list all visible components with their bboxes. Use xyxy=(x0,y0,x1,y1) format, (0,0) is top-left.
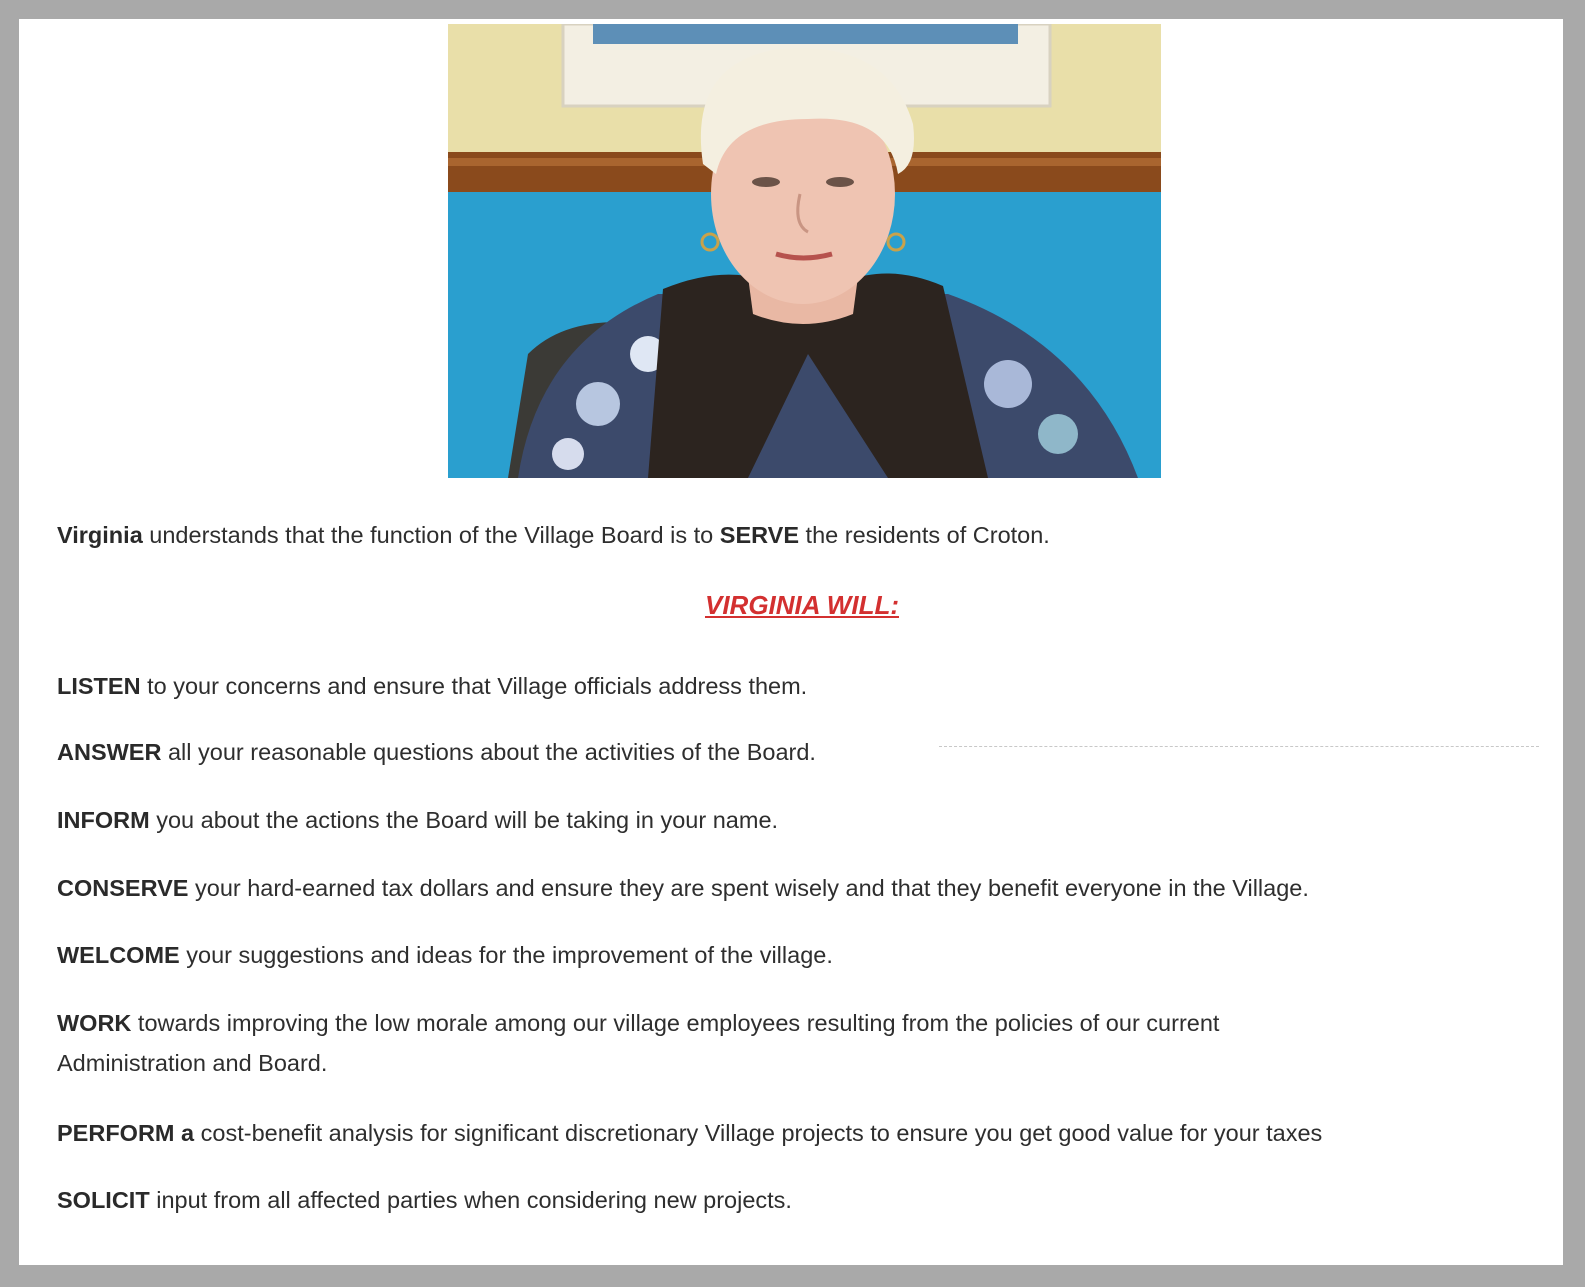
item-keyword: ANSWER xyxy=(57,739,162,765)
item-text: all your reasonable questions about the activities of the Board. xyxy=(161,739,816,765)
item-text-cont: Administration and Board. xyxy=(57,1050,328,1076)
intro-text-1: understands that the function of the Village Board is to xyxy=(142,522,720,548)
intro-name: Virginia xyxy=(57,522,143,548)
list-item xyxy=(57,935,833,975)
item-text: your hard-earned tax dollars and ensure they are spent wisely and that they benefit everyone in the Village. xyxy=(188,875,1309,901)
item-text: to your concerns and ensure that Village officials address them. xyxy=(140,673,808,699)
section-heading: VIRGINIA WILL: xyxy=(704,590,899,620)
portrait-photo xyxy=(448,24,1161,478)
item-text: cost-benefit analysis for significant discretionary Village projects to ensure you get good value for your taxes xyxy=(194,1120,1323,1146)
list-item xyxy=(57,800,778,840)
intro-paragraph xyxy=(57,515,1050,555)
item-keyword: SOLICIT xyxy=(57,1187,150,1213)
item-text: you about the actions the Board will be taking in your name. xyxy=(149,807,779,833)
list-item-continuation xyxy=(57,1043,327,1083)
list-item xyxy=(57,1180,792,1220)
scan-artifact-line xyxy=(939,746,1539,748)
document-page xyxy=(19,19,1563,1265)
list-item xyxy=(57,732,816,772)
item-text: your suggestions and ideas for the improvement of the village. xyxy=(179,942,833,968)
item-keyword: WELCOME xyxy=(57,942,180,968)
item-keyword: CONSERVE xyxy=(57,875,189,901)
intro-serve: SERVE xyxy=(719,522,800,548)
list-item xyxy=(57,1113,1322,1153)
list-item xyxy=(57,1003,1219,1043)
intro-text-2: the residents of Croton. xyxy=(799,522,1050,548)
item-text: towards improving the low morale among our village employees resulting from the policies of our current xyxy=(131,1010,1220,1036)
item-keyword: INFORM xyxy=(57,807,150,833)
list-item xyxy=(57,868,1309,908)
item-keyword: WORK xyxy=(57,1010,132,1036)
list-item xyxy=(57,666,807,706)
item-text: input from all affected parties when considering new projects. xyxy=(149,1187,792,1213)
item-keyword: LISTEN xyxy=(57,673,141,699)
item-keyword: PERFORM a xyxy=(57,1120,195,1146)
